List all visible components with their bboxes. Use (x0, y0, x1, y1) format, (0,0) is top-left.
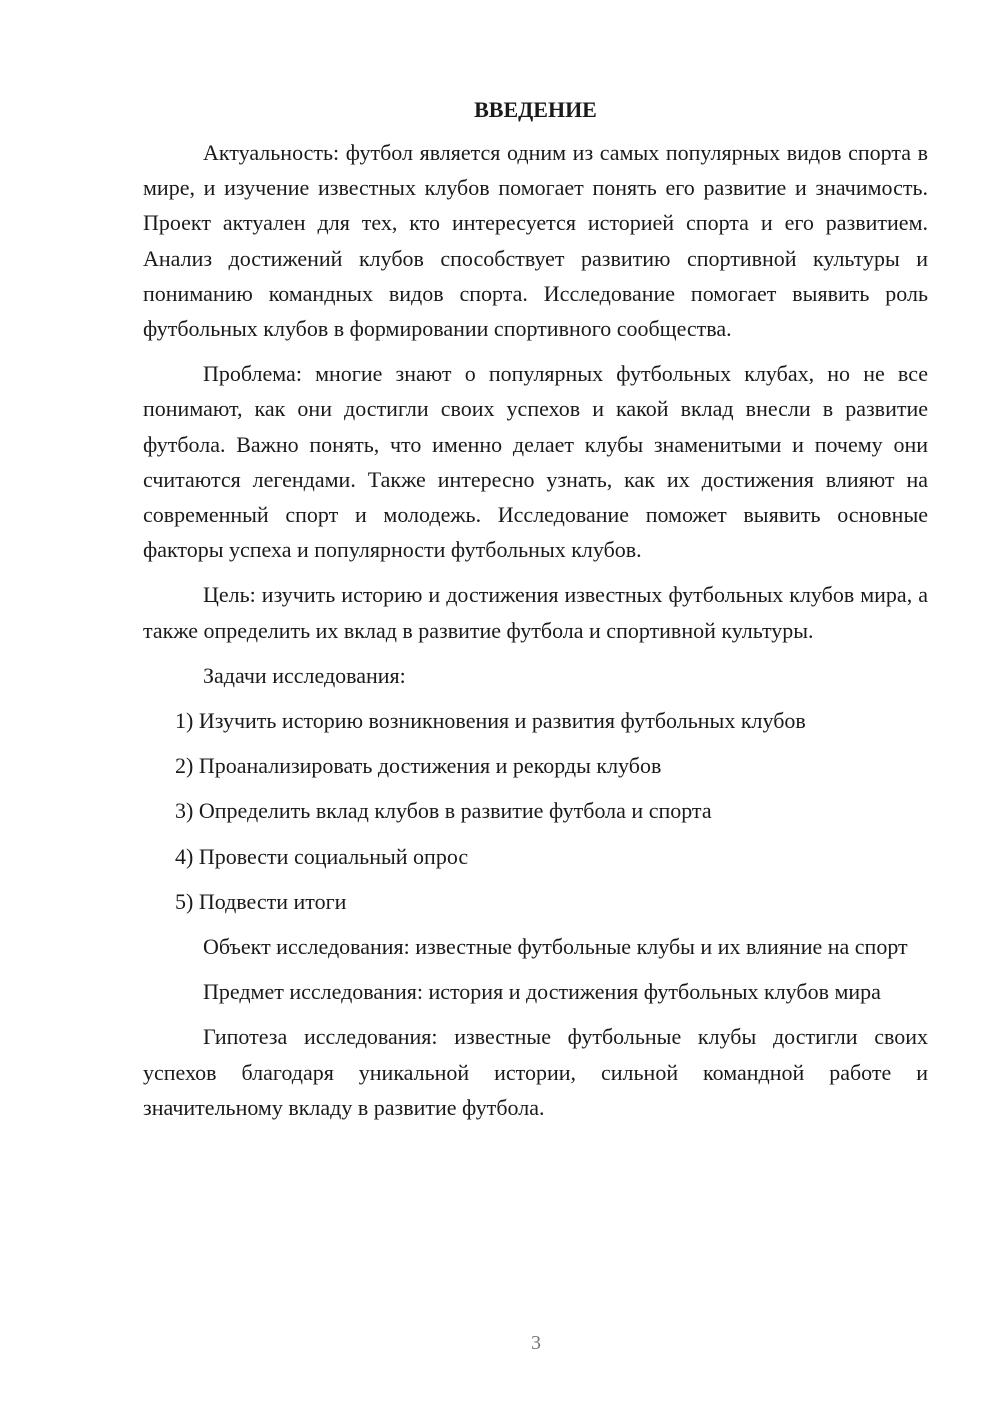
problem-paragraph: Проблема: многие знают о популярных футбольных клубах, но не все понимают, как они достигли своих успехов и какой вклад внесли в развитие футбола. Важно понять, что именно делает клубы знаменитыми и почему они считаются легендами. Также интересно узнать, как их достижения влияют на современный спорт и молодежь. Исследование поможет выявить основные факторы успеха и популярности футбольных клубов. (143, 361, 928, 563)
task-item: 1) Изучить историю возникновения и развития футбольных клубов (175, 708, 806, 734)
object-paragraph: Объект исследования: известные футбольные клубы и их влияние на спорт (203, 934, 908, 960)
page-number: 3 (531, 1332, 541, 1354)
task-item: 3) Определить вклад клубов в развитие футбола и спорта (175, 798, 712, 824)
section-heading: ВВЕДЕНИЕ (474, 97, 597, 122)
tasks-list (143, 703, 928, 919)
task-item: 5) Подвести итоги (175, 888, 347, 914)
goal-paragraph: Цель: изучить историю и достижения известных футбольных клубов мира, а также определить их вклад в развитие футбола и спортивной культуры. (143, 582, 928, 643)
relevance-paragraph: Актуальность: футбол является одним из самых популярных видов спорта в мире, и изучение известных клубов помогает понять его развитие и значимость. Проект актуален для тех, кто интересуется историей спорта и его развитием. Анализ достижений клубов способствует развитию спортивной культуры и пониманию командных видов спорта. Исследование помогает выявить роль футбольных клубов в формировании спортивного сообщества. (143, 140, 928, 342)
subject-paragraph: Предмет исследования: история и достижения футбольных клубов мира (203, 979, 881, 1005)
tasks-title: Задачи исследования: (203, 662, 406, 688)
page-content (143, 95, 928, 1135)
task-item: 2) Проанализировать достижения и рекорды клубов (175, 753, 662, 779)
hypothesis-paragraph: Гипотеза исследования: известные футбольные клубы достигли своих успехов благодаря уникальной истории, сильной командной работе и значительному вкладу в развитие футбола. (143, 1024, 928, 1120)
task-item: 4) Провести социальный опрос (175, 843, 469, 869)
